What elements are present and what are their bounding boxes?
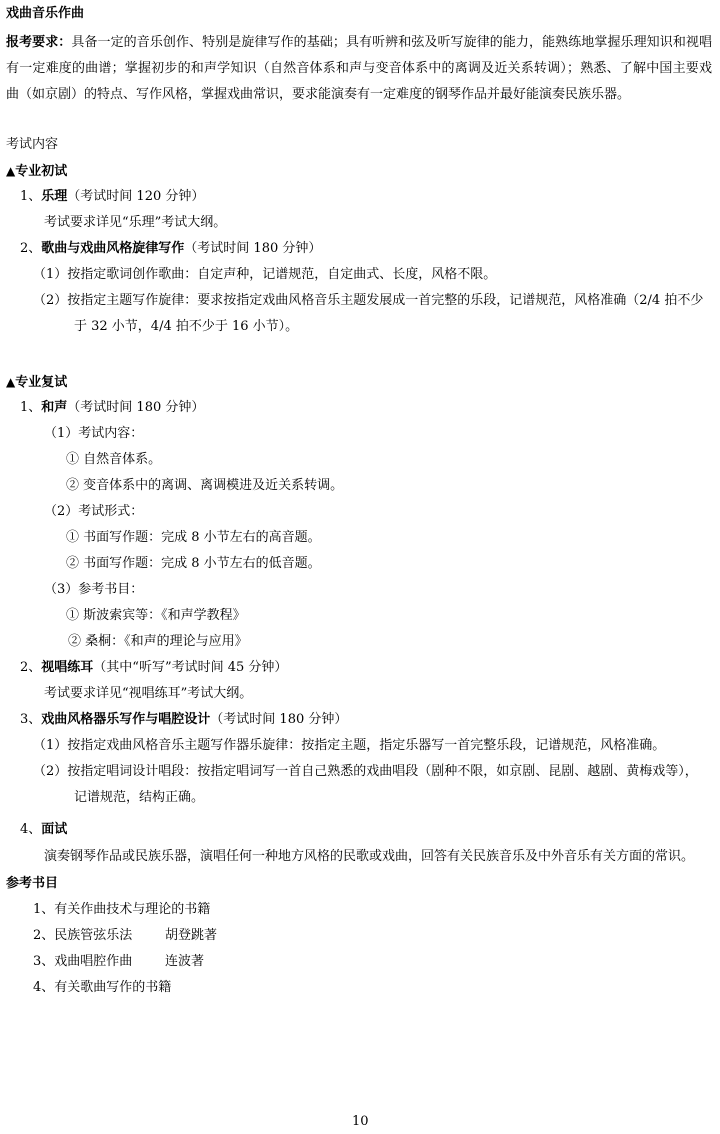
opera-sub1: （1）按指定戏曲风格音乐主题写作器乐旋律：按指定主题，指定乐器写一首完整乐段，记谱规范，风格准确。 bbox=[33, 738, 666, 753]
item-name: 和声 bbox=[41, 400, 68, 415]
retest-item-solfege bbox=[20, 660, 287, 676]
harmony-ref-item: ② 桑桐：《和声的理论与应用》 bbox=[68, 634, 248, 649]
interview-desc: 演奏钢琴作品或民族乐器，演唱任何一种地方风格的民歌或戏曲，回答有关民族音乐及中外音乐有关方面的常识。 bbox=[44, 849, 695, 864]
retest-heading bbox=[6, 374, 67, 391]
item-number: 2、 bbox=[20, 660, 42, 675]
item-time: （考试时间 180 分钟） bbox=[67, 400, 205, 415]
retest-item-opera-writing bbox=[20, 712, 347, 728]
initial-item-music-theory bbox=[20, 189, 204, 205]
harmony-ref-label: （3）参考书目： bbox=[44, 582, 144, 597]
requirements-paragraph bbox=[6, 30, 712, 108]
retest-item-harmony bbox=[20, 400, 204, 416]
retest-item-interview bbox=[20, 822, 67, 838]
references-title: 参考书目 bbox=[6, 876, 59, 891]
item-time: （考试时间 120 分钟） bbox=[67, 189, 205, 204]
harmony-form-item: ② 书面写作题：完成 8 小节左右的低音题。 bbox=[66, 556, 321, 571]
triangle-icon: ▲ bbox=[6, 164, 16, 178]
melody-sub2-line2: 于 32 小节，4/4 拍不少于 16 小节）。 bbox=[74, 319, 299, 334]
initial-heading bbox=[6, 163, 67, 180]
harmony-ref-item: ① 斯波索宾等：《和声学教程》 bbox=[66, 608, 246, 623]
harmony-form-item: ① 书面写作题：完成 8 小节左右的高音题。 bbox=[66, 530, 321, 545]
item-name: 乐理 bbox=[41, 189, 68, 204]
reference-item: 4、有关歌曲写作的书籍 bbox=[33, 980, 172, 995]
exam-content-title: 考试内容 bbox=[6, 137, 59, 152]
item-number: 3、 bbox=[20, 712, 42, 727]
requirements-label: 报考要求： bbox=[6, 35, 72, 50]
item-name: 歌曲与戏曲风格旋律写作 bbox=[41, 241, 185, 256]
item-name: 视唱练耳 bbox=[41, 660, 94, 675]
page-number: 10 bbox=[352, 1114, 369, 1129]
item-name: 戏曲风格器乐写作与唱腔设计 bbox=[41, 712, 211, 727]
retest-title: 专业复试 bbox=[15, 375, 68, 390]
requirements-text: 具备一定的音乐创作、特别是旋律写作的基础；具有听辨和弦及听写旋律的能力，能熟练地掌握乐理知识和视唱有一定难度的曲谱；掌握初步的和声学知识（自然音体系和声与变音体系中的离调及近关系转调）；熟悉、了解中国主要戏曲（如京剧）的特点、写作风格，掌握戏曲常识，要求能演奏有一定难度的钢琴作品并最好能演奏民族乐器。 bbox=[6, 35, 712, 102]
harmony-content-item: ② 变音体系中的离调、离调模进及近关系转调。 bbox=[66, 478, 344, 493]
item-number: 1、 bbox=[20, 189, 42, 204]
opera-sub2-line2: 记谱规范，结构正确。 bbox=[74, 790, 205, 805]
melody-sub2-line1: （2）按指定主题写作旋律：要求按指定戏曲风格音乐主题发展成一首完整的乐段，记谱规范，风格准确（2/4 拍不少 bbox=[33, 293, 704, 308]
initial-item-melody-writing bbox=[20, 241, 321, 257]
reference-author: 连波著 bbox=[165, 954, 205, 969]
item-time: （考试时间 180 分钟） bbox=[210, 712, 348, 727]
reference-item: 1、有关作曲技术与理论的书籍 bbox=[33, 902, 211, 917]
reference-item: 2、民族管弦乐法 bbox=[33, 928, 133, 943]
reference-author: 胡登跳著 bbox=[165, 928, 218, 943]
harmony-content-item: ① 自然音体系。 bbox=[66, 452, 162, 467]
item-name: 面试 bbox=[41, 822, 68, 837]
item-number: 4、 bbox=[20, 822, 42, 837]
item-number: 2、 bbox=[20, 241, 42, 256]
initial-title: 专业初试 bbox=[15, 164, 68, 179]
reference-item: 3、戏曲唱腔作曲 bbox=[33, 954, 133, 969]
item-time: （其中“听写”考试时间 45 分钟） bbox=[93, 660, 288, 675]
opera-sub2-line1: （2）按指定唱词设计唱段：按指定唱词写一首自己熟悉的戏曲唱段（剧种不限，如京剧、昆剧、越剧、黄梅戏等）， bbox=[33, 764, 698, 779]
harmony-form-label: （2）考试形式： bbox=[44, 504, 144, 519]
melody-sub1: （1）按指定歌词创作歌曲：自定声种，记谱规范，自定曲式、长度，风格不限。 bbox=[33, 267, 497, 282]
item-number: 1、 bbox=[20, 400, 42, 415]
music-theory-desc: 考试要求详见“乐理”考试大纲。 bbox=[44, 215, 227, 230]
solfege-desc: 考试要求详见“视唱练耳”考试大纲。 bbox=[44, 686, 253, 701]
triangle-icon: ▲ bbox=[6, 375, 16, 389]
section-title: 戏曲音乐作曲 bbox=[6, 6, 85, 21]
harmony-content-label: （1）考试内容： bbox=[44, 426, 144, 441]
item-time: （考试时间 180 分钟） bbox=[184, 241, 322, 256]
